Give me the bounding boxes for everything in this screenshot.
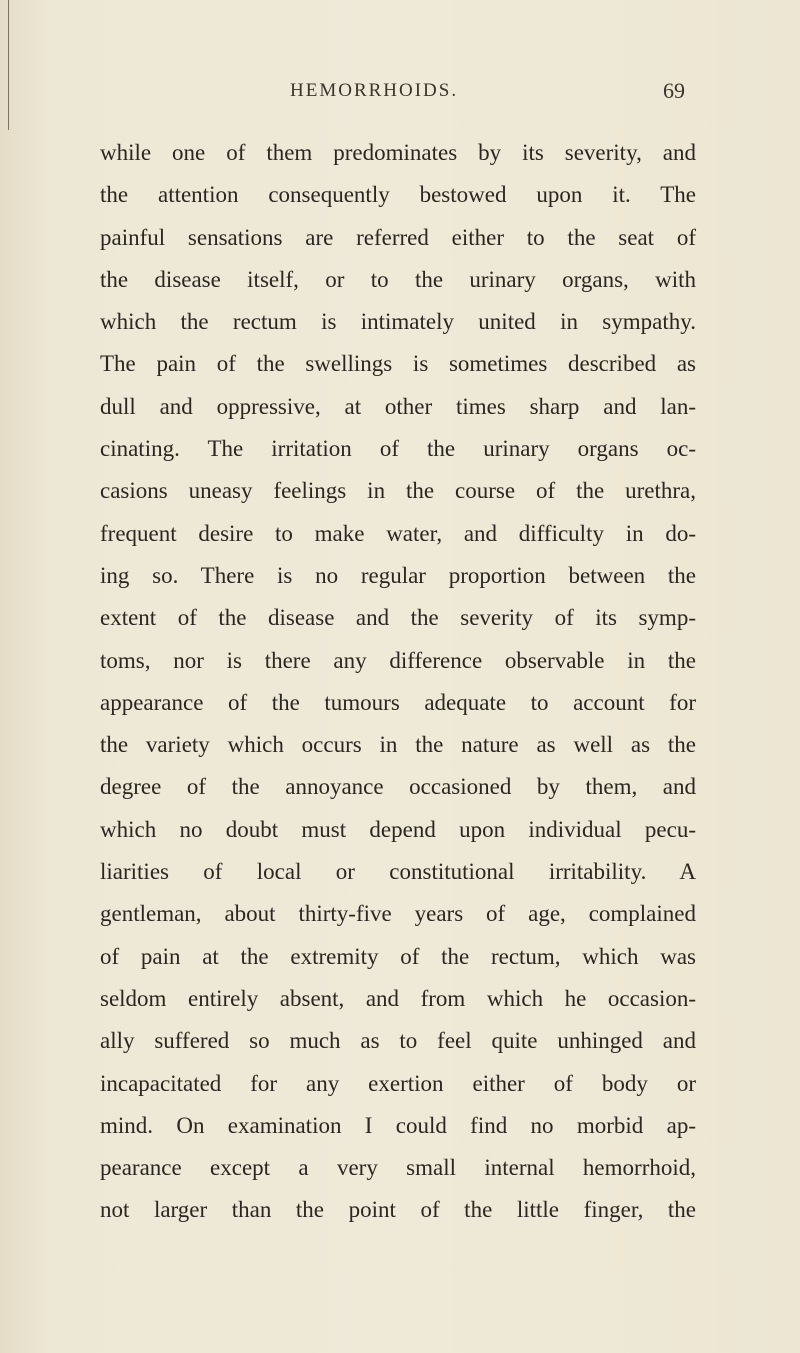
text-line: degree of the annoyance occasioned by them, and (100, 774, 696, 800)
text-line: extent of the disease and the severity of its symp- (100, 605, 696, 631)
text-line: liarities of local or constitutional irritability. A (100, 859, 696, 885)
text-line: pearance except a very small internal hemorrhoid, (100, 1155, 696, 1181)
text-line: frequent desire to make water, and difficulty in do- (100, 520, 696, 546)
text-line: which the rectum is intimately united in sympathy. (100, 309, 696, 335)
text-line: cinating. The irritation of the urinary organs oc- (100, 436, 696, 462)
text-line: dull and oppressive, at other times sharp and lan- (100, 393, 696, 419)
running-head-title: HEMORRHOIDS. (290, 80, 459, 101)
body-text (100, 132, 696, 1232)
text-line: seldom entirely absent, and from which he occasion- (100, 985, 696, 1011)
text-line: toms, nor is there any difference observable in the (100, 647, 696, 673)
text-line: ing so. There is no regular proportion between the (100, 562, 696, 588)
page-edge-line (0, 0, 9, 130)
text-line: the disease itself, or to the urinary organs, with (100, 266, 696, 292)
text-line: which no doubt must depend upon individual pecu- (100, 816, 696, 842)
text-line: The pain of the swellings is sometimes described as (100, 351, 696, 377)
page-number: 69 (663, 78, 685, 103)
text-line: of pain at the extremity of the rectum, which was (100, 943, 696, 969)
text-line: casions uneasy feelings in the course of the urethra, (100, 478, 696, 504)
text-line: the attention consequently bestowed upon it. The (100, 182, 696, 208)
text-line: while one of them predominates by its severity, and (100, 140, 696, 165)
text-line: not larger than the point of the little finger, the (100, 1197, 696, 1223)
text-line: ally suffered so much as to feel quite unhinged and (100, 1028, 696, 1054)
text-line: appearance of the tumours adequate to account for (100, 689, 696, 715)
text-line: painful sensations are referred either to the seat of (100, 224, 696, 250)
text-line: the variety which occurs in the nature as well as the (100, 732, 696, 758)
running-head (255, 80, 685, 110)
text-line: mind. On examination I could find no morbid ap- (100, 1112, 696, 1138)
text-line: gentleman, about thirty-five years of age, complained (100, 901, 696, 927)
text-line: incapacitated for any exertion either of body or (100, 1070, 696, 1096)
